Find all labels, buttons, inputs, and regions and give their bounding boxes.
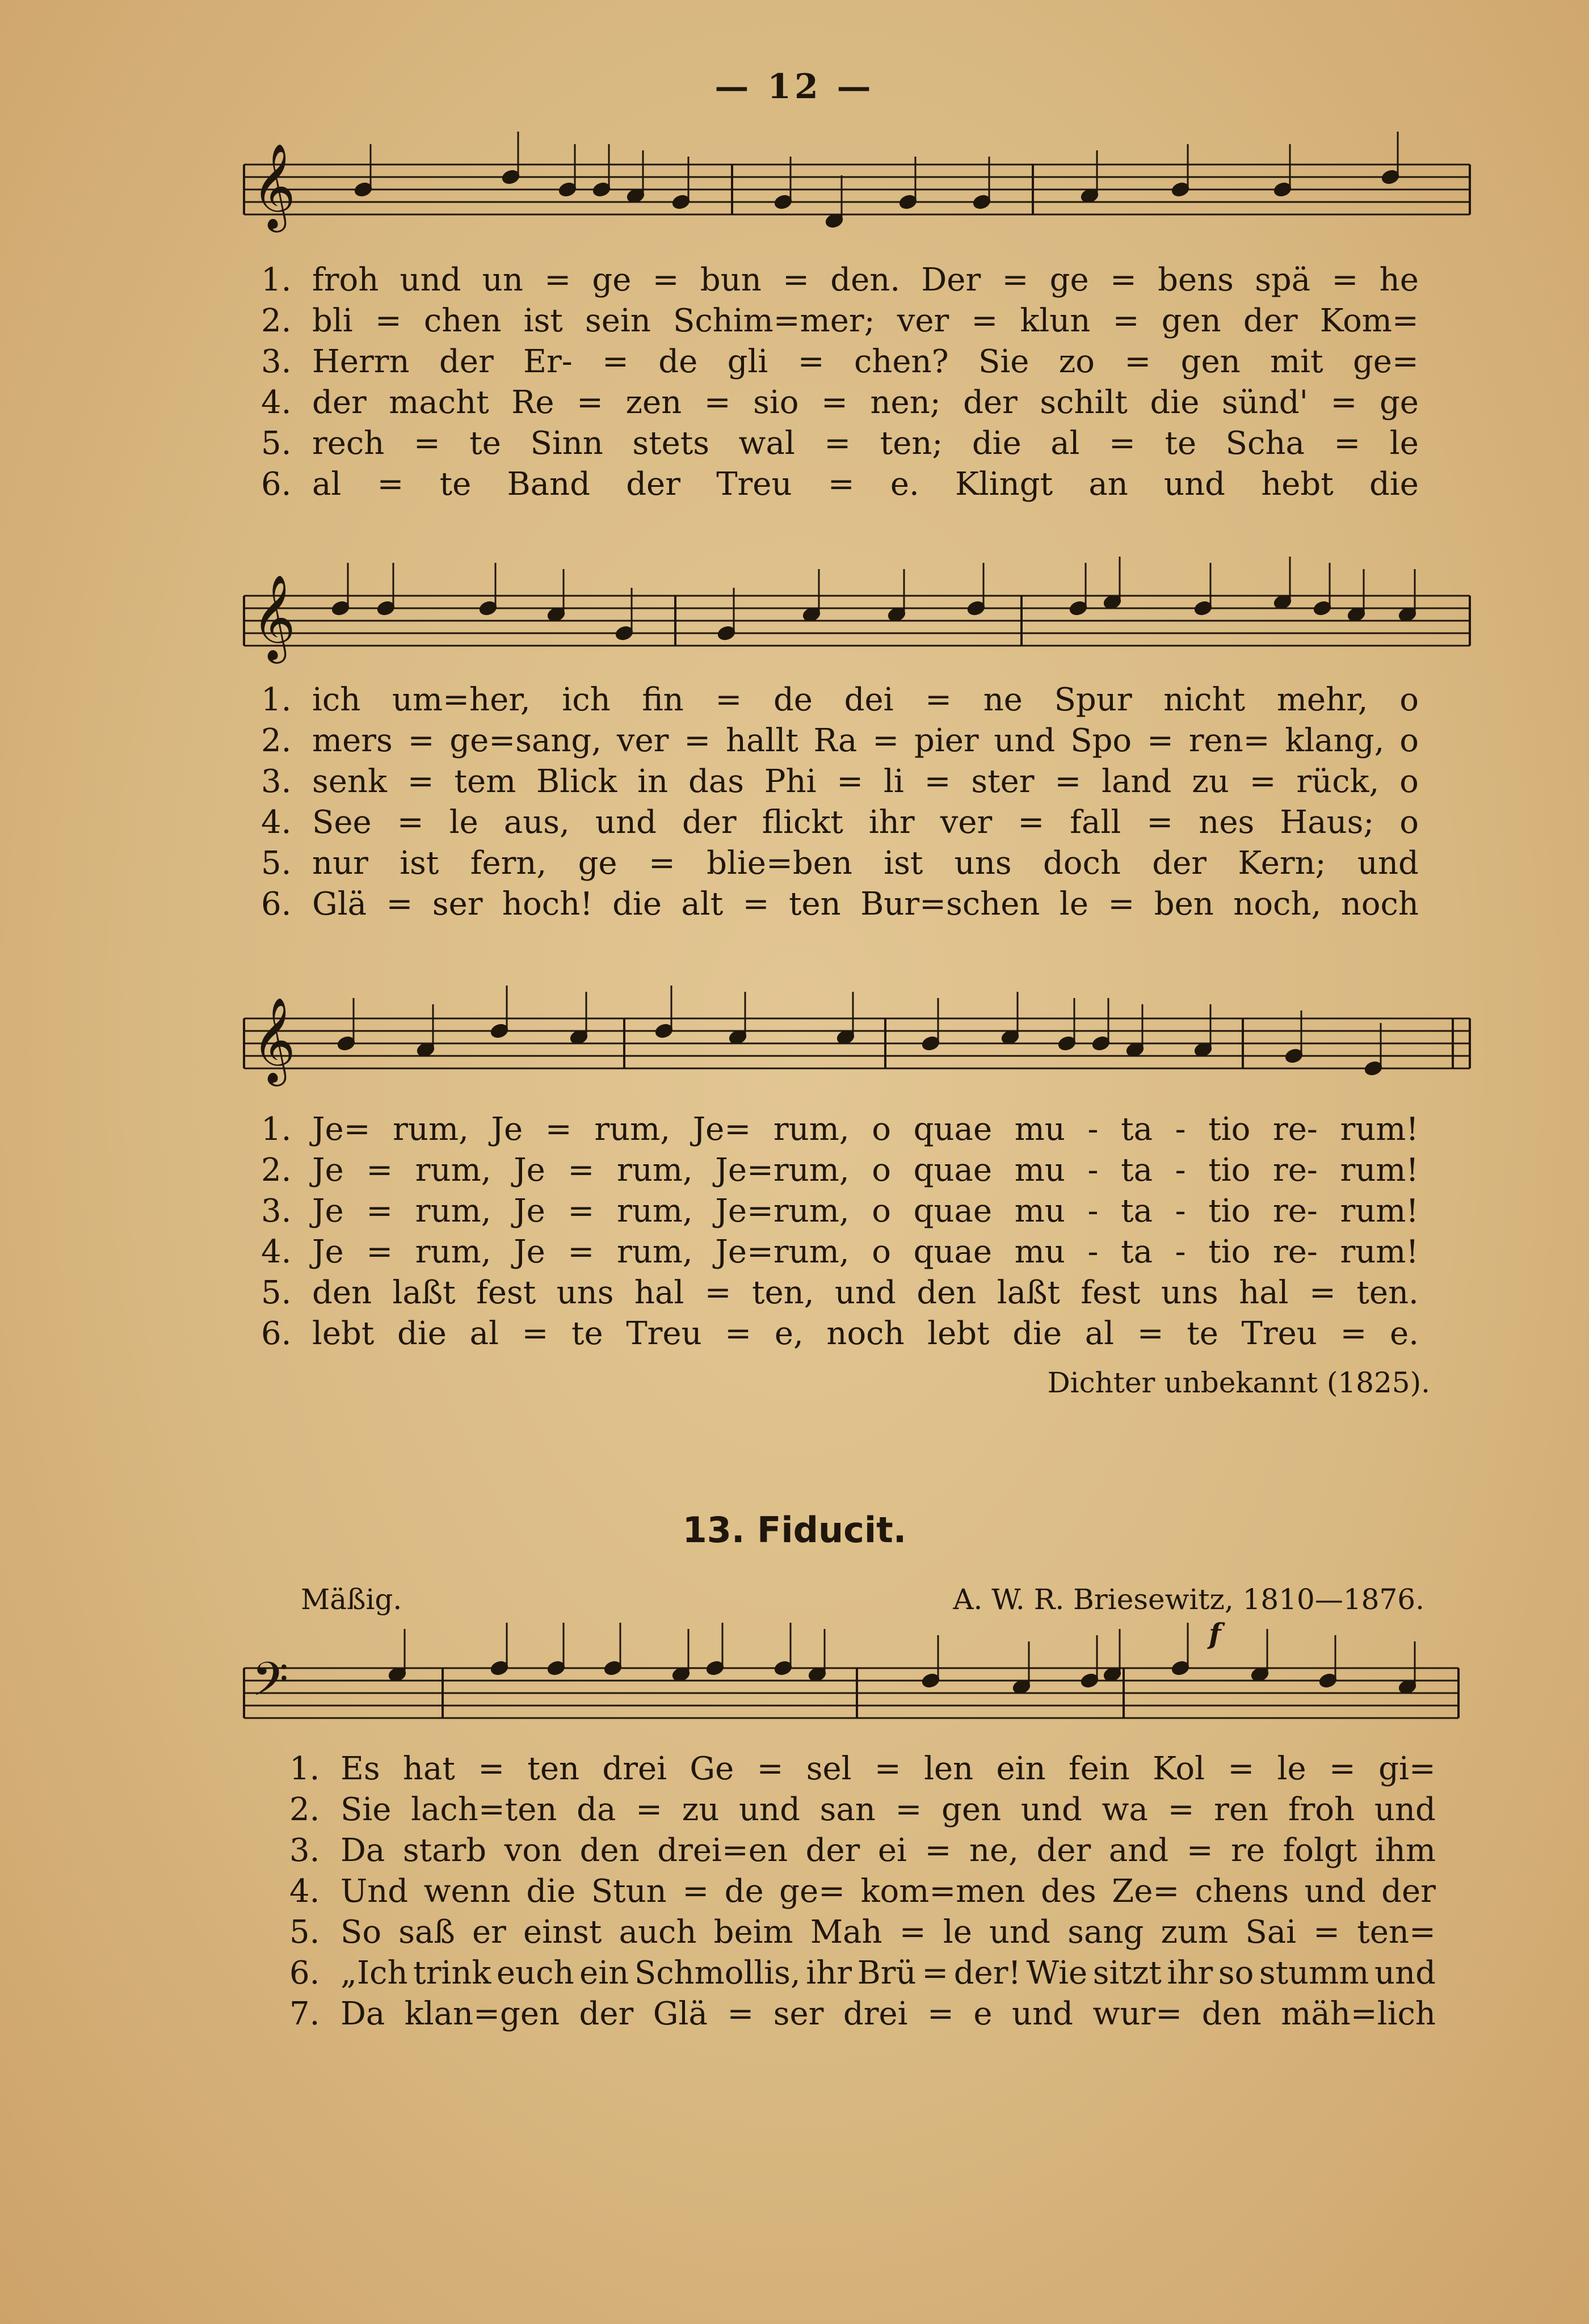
verse-number: 5. xyxy=(289,1914,320,1951)
verse-number: 7. xyxy=(289,1995,320,2032)
song12-block2-verse-2 xyxy=(261,721,1419,761)
song13-dynamic: f xyxy=(1209,1617,1221,1651)
treble-clef-icon: 𝄞 xyxy=(252,142,296,229)
song13-block1-verse-1 xyxy=(289,1749,1436,1790)
verse-number: 2. xyxy=(261,1152,292,1189)
song12-block1-verse-1 xyxy=(261,260,1419,301)
verse-text: senk = tem Blick in das Phi = li = ster = land zu = rück, o xyxy=(312,763,1419,800)
verse-text: Je= rum, Je = rum, Je= rum, o quae mu - ta - tio re- rum! xyxy=(312,1111,1419,1148)
verse-number: 1. xyxy=(261,681,292,718)
verse-number: 5. xyxy=(261,425,292,462)
verse-text: Glä = ser hoch! die alt = ten Bur=schen le = ben noch, noch xyxy=(312,886,1419,923)
song12-block3-verse-6 xyxy=(261,1313,1419,1354)
verse-text: So saß er einst auch beim Mah = le und sang zum Sai = ten= xyxy=(340,1914,1436,1951)
song12-block2-verse-4 xyxy=(261,802,1419,843)
verse-number: 4. xyxy=(261,804,292,841)
song12-lyrics-block-2 xyxy=(261,680,1419,925)
verse-text: al = te Band der Treu = e. Klingt an und hebt die xyxy=(312,466,1419,503)
song12-block3-verse-4 xyxy=(261,1232,1419,1273)
song12-block1-verse-5 xyxy=(261,423,1419,464)
verse-number: 4. xyxy=(289,1873,320,1910)
verse-text: Herrn der Er- = de gli = chen? Sie zo = gen mit ge= xyxy=(312,343,1419,380)
bass-clef-icon: 𝄢 xyxy=(252,1652,289,1718)
verse-text: nur ist fern, ge = blie=ben ist uns doch der Kern; und xyxy=(312,845,1419,882)
verse-text: Und wenn die Stun = de ge= kom=men des Ze= chens und der xyxy=(340,1873,1436,1910)
song12-block1-verse-2 xyxy=(261,301,1419,342)
verse-number: 4. xyxy=(261,384,292,421)
verse-text: Je = rum, Je = rum, Je=rum, o quae mu - ta - tio re- rum! xyxy=(312,1152,1419,1189)
verse-text: den laßt fest uns hal = ten, und den laßt fest uns hal = ten. xyxy=(312,1274,1419,1311)
song12-block3-verse-5 xyxy=(261,1273,1419,1313)
verse-number: 3. xyxy=(261,763,292,800)
song12-block2-verse-6 xyxy=(261,884,1419,925)
song13-tempo: Mäßig. xyxy=(301,1583,402,1616)
verse-text: Da starb von den drei=en der ei = ne, der and = re folgt ihm xyxy=(340,1832,1436,1869)
song12-block3-verse-3 xyxy=(261,1191,1419,1232)
verse-number: 5. xyxy=(261,1274,292,1311)
verse-number: 3. xyxy=(261,1193,292,1230)
treble-clef-icon: 𝄞 xyxy=(252,574,296,660)
song13-block1-verse-3 xyxy=(289,1830,1436,1871)
song12-block1-verse-3 xyxy=(261,342,1419,382)
verse-number: 1. xyxy=(261,1111,292,1148)
song13-title: 13. Fiducit. xyxy=(682,1509,907,1551)
verse-number: 3. xyxy=(261,343,292,380)
song13-block1-verse-7 xyxy=(289,1994,1436,2035)
verse-text: „Ich trink euch ein Schmollis, ihr Brü = der! Wie sitzt ihr so stumm und xyxy=(340,1955,1436,1992)
verse-number: 4. xyxy=(261,1233,292,1270)
song12-lyrics-block-3 xyxy=(261,1109,1419,1354)
verse-text: Es hat = ten drei Ge = sel = len ein fein Kol = le = gi= xyxy=(340,1750,1436,1787)
treble-clef-icon: 𝄞 xyxy=(252,996,296,1083)
verse-text: rech = te Sinn stets wal = ten; die al = te Scha = le xyxy=(312,425,1419,462)
song13-block1-verse-6 xyxy=(289,1953,1436,1994)
song12-block3-verse-2 xyxy=(261,1150,1419,1191)
verse-number: 2. xyxy=(289,1791,320,1828)
page-number: — 12 — xyxy=(714,67,875,107)
verse-text: Je = rum, Je = rum, Je=rum, o quae mu - ta - tio re- rum! xyxy=(312,1193,1419,1230)
verse-text: froh und un = ge = bun = den. Der = ge = bens spä = he xyxy=(312,262,1419,298)
song13-block1-verse-2 xyxy=(289,1790,1436,1830)
verse-number: 1. xyxy=(289,1750,320,1787)
song13-block1-verse-5 xyxy=(289,1912,1436,1953)
verse-number: 6. xyxy=(261,886,292,923)
verse-number: 1. xyxy=(261,262,292,298)
song12-block1-verse-6 xyxy=(261,464,1419,505)
song12-block1-verse-4 xyxy=(261,382,1419,423)
verse-number: 5. xyxy=(261,845,292,882)
song12-lyrics-block-1 xyxy=(261,260,1419,505)
song12-credit: Dichter unbekannt (1825). xyxy=(1047,1366,1430,1399)
verse-text: Je = rum, Je = rum, Je=rum, o quae mu - ta - tio re- rum! xyxy=(312,1233,1419,1270)
verse-number: 6. xyxy=(261,466,292,503)
verse-number: 6. xyxy=(289,1955,320,1992)
verse-text: der macht Re = zen = sio = nen; der schilt die sünd' = ge xyxy=(312,384,1419,421)
verse-text: lebt die al = te Treu = e, noch lebt die al = te Treu = e. xyxy=(312,1315,1419,1352)
verse-text: mers = ge=sang, ver = hallt Ra = pier und Spo = ren= klang, o xyxy=(312,722,1419,759)
song13-composer: A. W. R. Briesewitz, 1810—1876. xyxy=(953,1583,1424,1616)
verse-number: 6. xyxy=(261,1315,292,1352)
verse-text: See = le aus, und der flickt ihr ver = fall = nes Haus; o xyxy=(312,804,1419,841)
song13-block1-verse-4 xyxy=(289,1871,1436,1912)
verse-number: 3. xyxy=(289,1832,320,1869)
song13-lyrics-block-1 xyxy=(289,1749,1436,2035)
song12-block3-verse-1 xyxy=(261,1109,1419,1150)
verse-text: Da klan=gen der Glä = ser drei = e und wur= den mäh=lich xyxy=(340,1995,1436,2032)
verse-text: ich um=her, ich fin = de dei = ne Spur nicht mehr, o xyxy=(312,681,1419,718)
verse-text: Sie lach=ten da = zu und san = gen und wa = ren froh und xyxy=(340,1791,1436,1828)
verse-number: 2. xyxy=(261,302,292,339)
verse-text: bli = chen ist sein Schim=mer; ver = klun = gen der Kom= xyxy=(312,302,1419,339)
song12-block2-verse-5 xyxy=(261,843,1419,884)
song12-block2-verse-1 xyxy=(261,680,1419,721)
verse-number: 2. xyxy=(261,722,292,759)
song12-block2-verse-3 xyxy=(261,761,1419,802)
